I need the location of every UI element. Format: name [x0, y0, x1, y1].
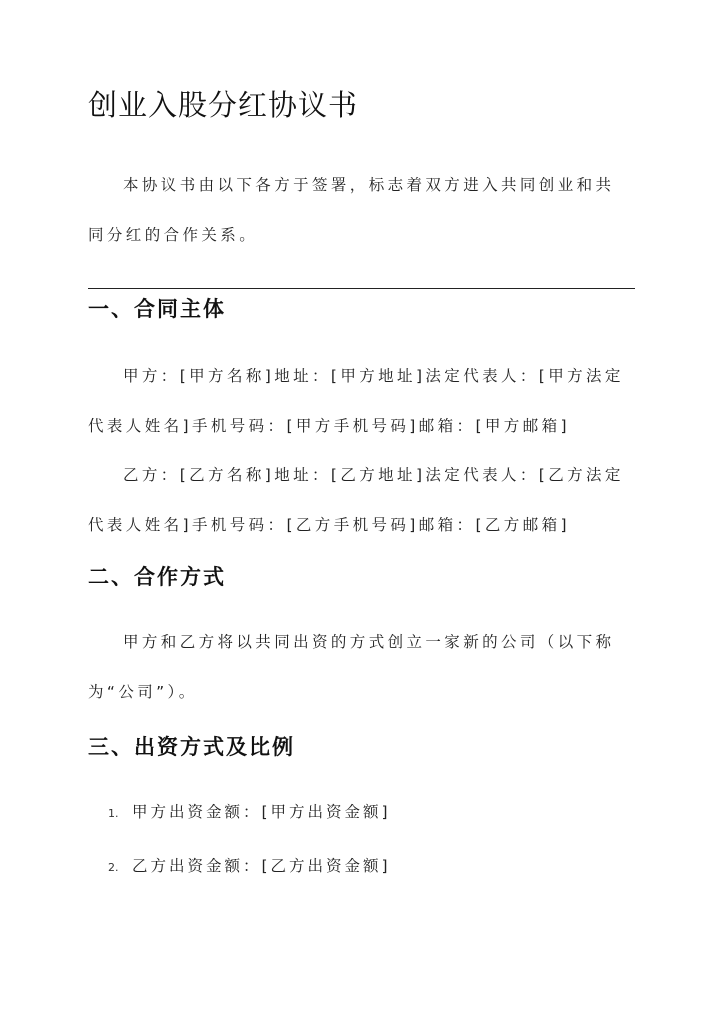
list-item-number: 1. — [108, 807, 119, 820]
list-item-number: 2. — [108, 861, 119, 874]
document-title: 创业入股分红协议书 — [88, 88, 359, 122]
section-heading-parties: 一、合同主体 — [88, 296, 226, 321]
list-item-text: 乙方出资金额：[乙方出资金额] — [132, 857, 391, 875]
list-item — [108, 851, 391, 905]
cooperation-paragraph: 甲方和乙方将以共同出资的方式创立一家新的公司（以下称为“公司”）。 — [88, 633, 615, 701]
section-divider — [88, 288, 635, 289]
intro-paragraph: 本协议书由以下各方于签署，标志着双方进入共同创业和共同分红的合作关系。 — [88, 176, 615, 244]
party-a-paragraph: 甲方：[甲方名称]地址：[甲方地址]法定代表人：[甲方法定代表人姓名]手机号码：[甲方手机号码]邮箱：[甲方邮箱] — [88, 367, 624, 435]
section-heading-investment: 三、出资方式及比例 — [88, 734, 295, 759]
party-b-paragraph: 乙方：[乙方名称]地址：[乙方地址]法定代表人：[乙方法定代表人姓名]手机号码：[乙方手机号码]邮箱：[乙方邮箱] — [88, 466, 624, 534]
investment-list — [108, 797, 391, 905]
list-item — [108, 797, 391, 851]
list-item-text: 甲方出资金额：[甲方出资金额] — [132, 803, 391, 821]
section-heading-cooperation: 二、合作方式 — [88, 564, 226, 589]
